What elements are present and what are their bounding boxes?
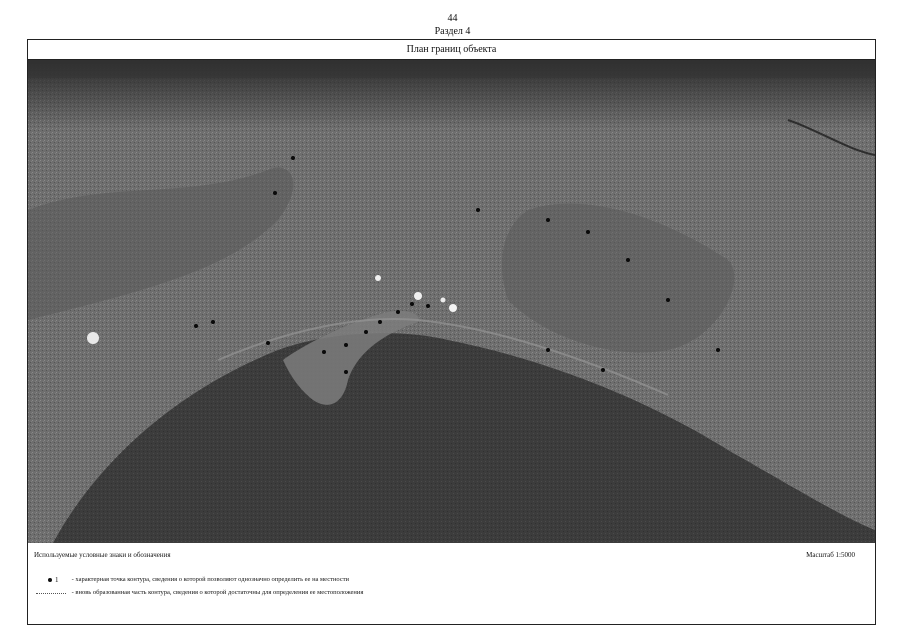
legend-item-text: - характерная точка контура, сведения о которой позволяют однозначно определить ее на местности xyxy=(71,576,350,583)
plan-frame xyxy=(27,39,876,625)
legend-item-text: - вновь образованная часть контура, сведения о которой достаточны для определения ее местоположения xyxy=(71,589,364,596)
legend-item-point xyxy=(34,576,392,584)
satellite-image xyxy=(28,60,875,543)
scale-label: Масштаб 1:5000 xyxy=(806,551,855,559)
legend-item-line xyxy=(34,589,392,597)
legend-title: Используемые условные знаки и обозначения xyxy=(34,551,171,559)
page-number: 44 xyxy=(447,13,458,24)
plan-title: План границ объекта xyxy=(28,40,875,60)
section-title: Раздел 4 xyxy=(434,26,471,37)
point-symbol-label: 1 xyxy=(55,576,59,584)
